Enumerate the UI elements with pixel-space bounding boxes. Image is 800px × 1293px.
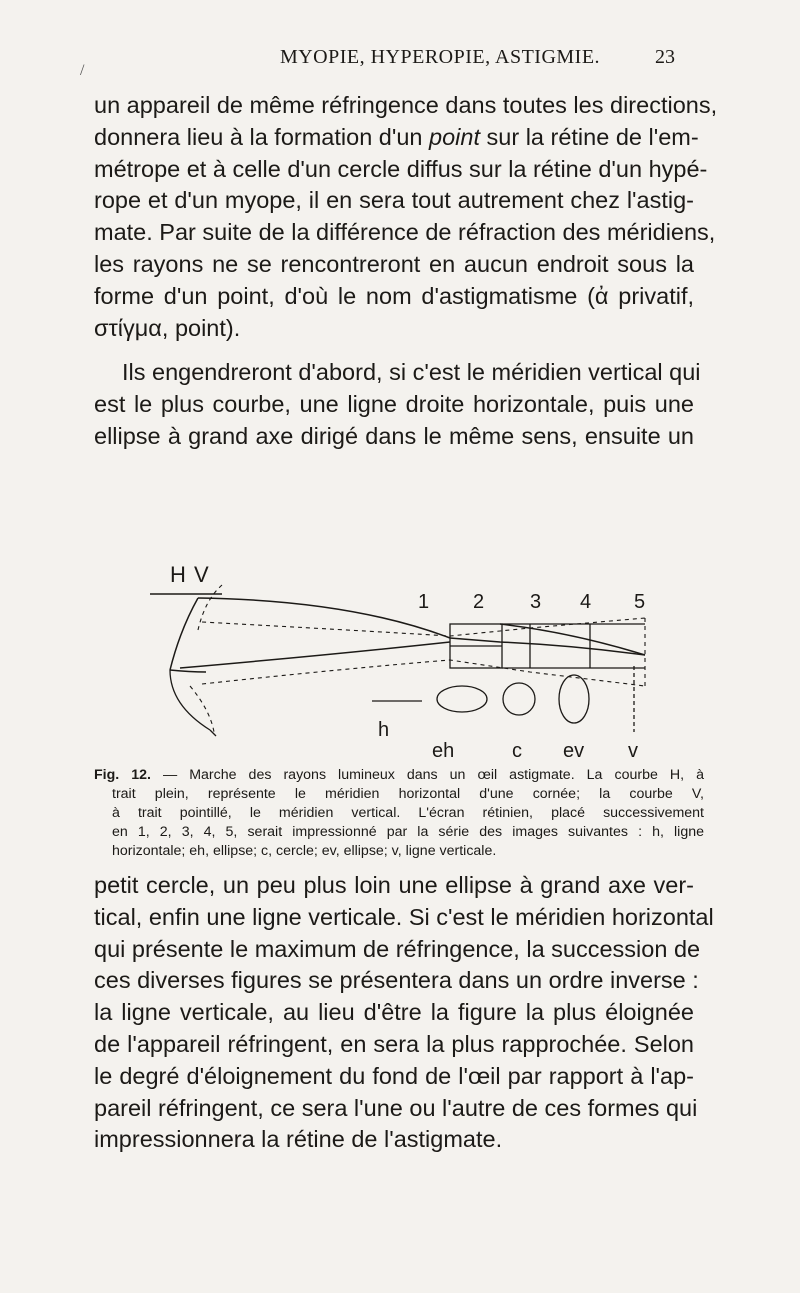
text-line: tical, enfin une ligne verticale. Si c'est le méridien horizontal xyxy=(94,903,714,930)
label-V: V xyxy=(194,562,209,587)
paragraph-1 xyxy=(94,90,718,344)
text-line: ces diverses figures se présentera dans un ordre inverse : xyxy=(94,967,699,994)
text-line: ellipse à grand axe dirigé dans le même sens, ensuite un xyxy=(94,422,694,449)
page-number: 23 xyxy=(655,46,675,68)
text-line: le degré d'éloignement du fond de l'œil par rapport à l'ap- xyxy=(94,1062,694,1089)
text-line: les rayons ne se rencontreront en aucun endroit sous la xyxy=(94,250,694,277)
caption-label: Fig. 12. xyxy=(94,767,151,783)
astigmatism-figure xyxy=(150,560,670,765)
image-horizontal-ellipse xyxy=(437,686,487,712)
text-line: pareil réfringent, ce sera l'une ou l'autre de ces formes qui xyxy=(94,1094,698,1121)
text-line: forme d'un point, d'où le nom d'astigmatisme (ἀ privatif, xyxy=(94,282,694,309)
text-segment: sur la rétine de l'em- xyxy=(486,123,699,150)
text-line: un appareil de même réfringence dans toutes les directions, xyxy=(94,92,718,118)
position-label-4: 4 xyxy=(580,591,592,613)
text-line: rope et d'un myope, il en sera tout autrement chez l'astig- xyxy=(94,187,694,214)
text-segment: donnera lieu à la formation d'un xyxy=(94,123,423,150)
text-line: qui présente le maximum de réfringence, la succession de xyxy=(94,935,701,962)
text-line: est le plus courbe, une ligne droite horizontale, puis une xyxy=(94,390,694,417)
position-label-2: 2 xyxy=(473,591,485,613)
image-circle xyxy=(503,683,535,715)
emphasis-point: point xyxy=(429,123,480,150)
text-line: mate. Par suite de la différence de réfraction des méridiens, xyxy=(94,219,716,246)
caption-line: en 1, 2, 3, 4, 5, serait impressionné par la série des images suivantes : h, ligne xyxy=(112,824,704,840)
image-label-v: v xyxy=(628,740,638,762)
image-label-c: c xyxy=(512,740,522,762)
eye-outline xyxy=(170,624,645,736)
image-label-eh: eh xyxy=(432,740,455,762)
text-line xyxy=(94,122,699,154)
paragraph-2 xyxy=(94,357,701,452)
corner-mark: / xyxy=(80,62,85,79)
label-H: H xyxy=(170,562,186,587)
retinal-images xyxy=(372,666,634,732)
caption-text: — Marche des rayons lumineux dans un œil astigmate. La courbe H, à xyxy=(163,767,704,783)
position-label-3: 3 xyxy=(530,591,542,613)
image-label-h: h xyxy=(378,719,390,741)
text-line: de l'appareil réfringent, en sera la plus rapprochée. Selon xyxy=(94,1030,694,1057)
caption-line: trait plein, représente le méridien horizontal d'une cornée; la courbe V, xyxy=(112,786,704,802)
figure-caption xyxy=(94,766,704,861)
running-header: MYOPIE, HYPEROPIE, ASTIGMIE. xyxy=(279,46,601,68)
paragraph-3 xyxy=(94,870,714,1156)
text-line: Ils engendreront d'abord, si c'est le méridien vertical qui xyxy=(122,359,701,385)
caption-line: horizontale; eh, ellipse; c, cercle; ev, ellipse; v, ligne verticale. xyxy=(112,843,497,859)
image-vertical-ellipse xyxy=(559,675,589,723)
text-line: impressionnera la rétine de l'astigmate. xyxy=(94,1126,503,1153)
text-line: petit cercle, un peu plus loin une ellipse à grand axe ver- xyxy=(94,872,694,898)
position-label-5: 5 xyxy=(634,591,646,613)
text-line: la ligne verticale, au lieu d'être la figure la plus éloignée xyxy=(94,999,694,1026)
caption-line: à trait pointillé, le méridien vertical. L'écran rétinien, placé successivement xyxy=(112,805,704,821)
text-line: métrope et à celle d'un cercle diffus sur la rétine d'un hypé- xyxy=(94,155,708,182)
text-line: στίγμα, point). xyxy=(94,314,241,341)
image-label-ev: ev xyxy=(563,740,585,762)
position-label-1: 1 xyxy=(418,591,430,613)
caption-line xyxy=(94,766,704,785)
